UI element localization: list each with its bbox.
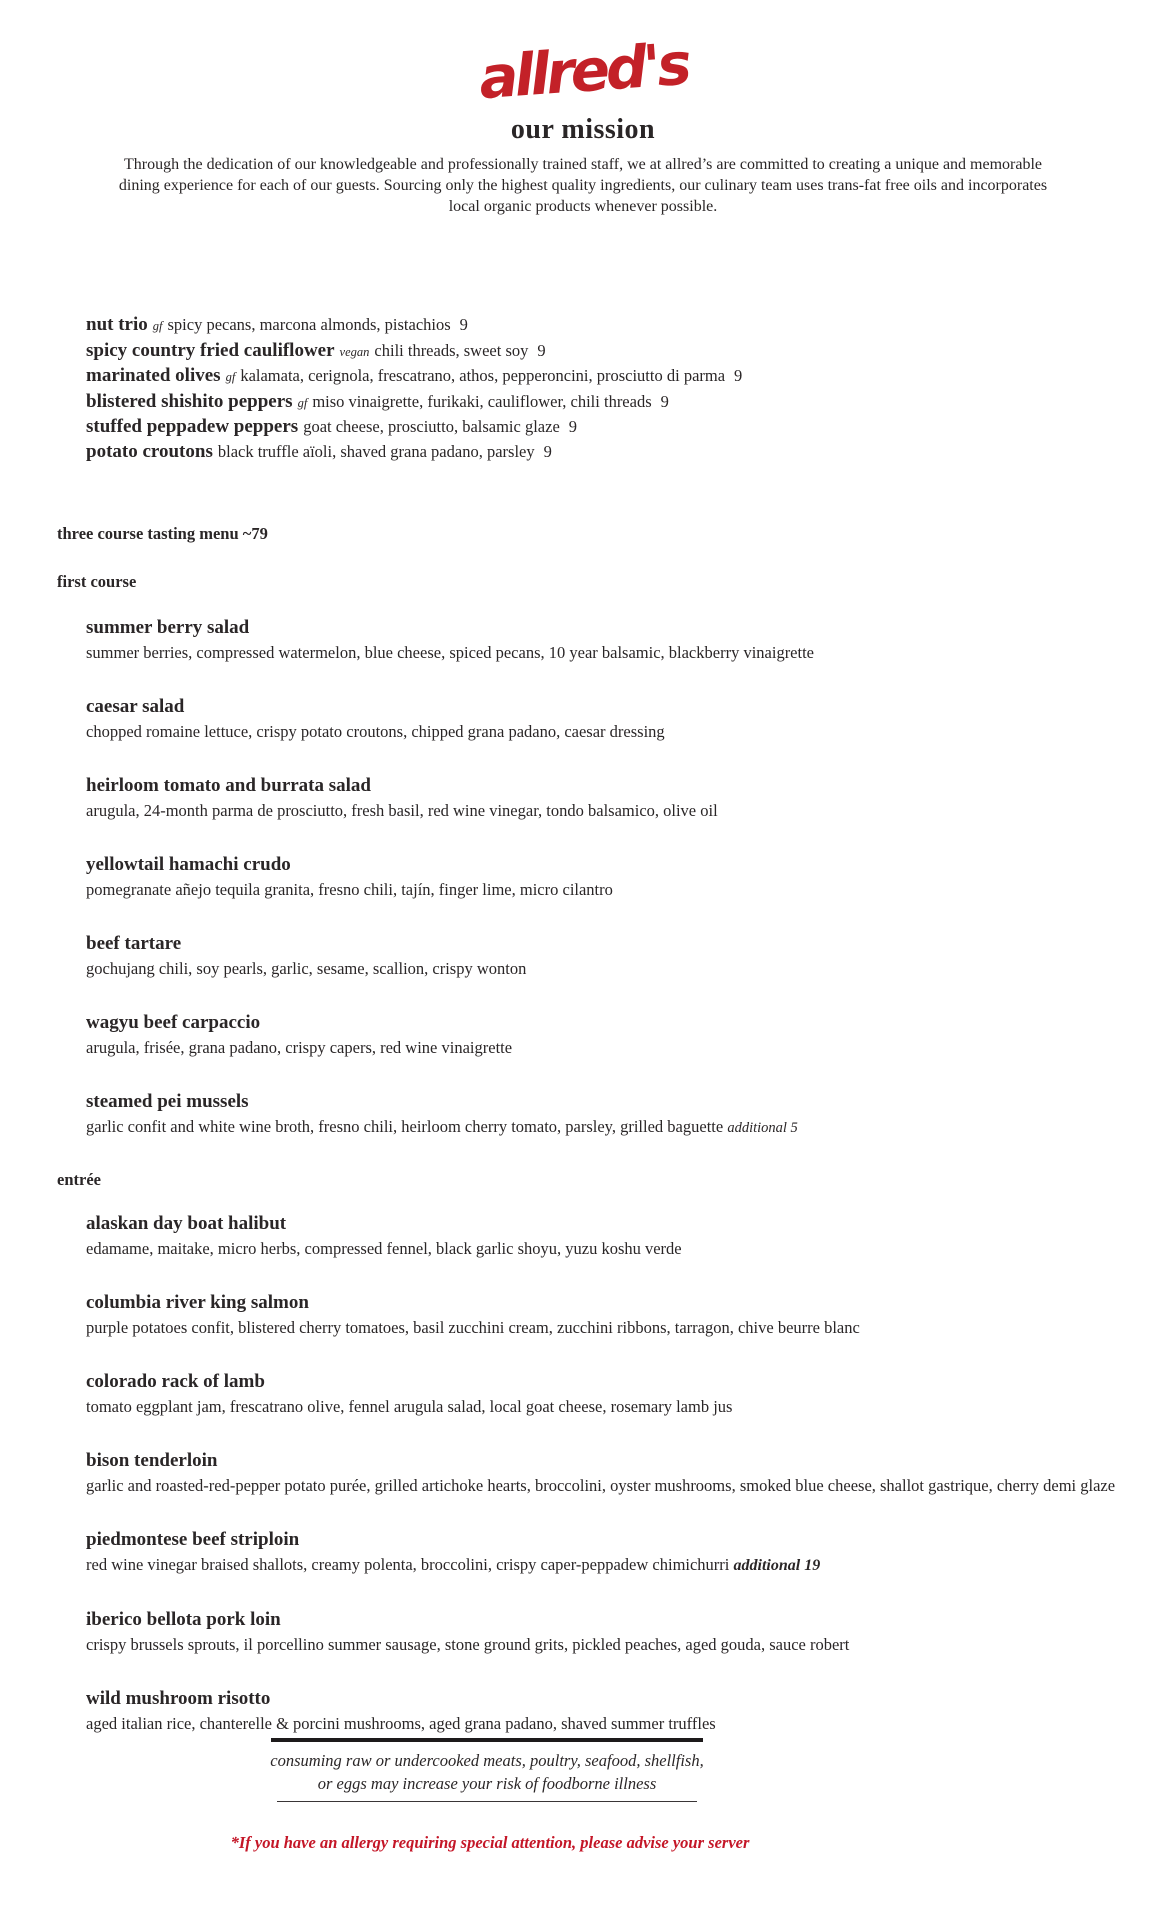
mission-statement: Through the dedication of our knowledgeable and professionally trained staff, we at allred’s are committed to creating a unique and memorable dining experience for each of our guests. Sourcing only the highest quality ingredients, our culinary team uses trans-fat free oils and incorporates local organic products whenever possible. <box>118 156 1048 215</box>
item-price: 9 <box>459 315 468 334</box>
course-item <box>86 1291 1146 1339</box>
item-description-text: garlic confit and white wine broth, fresno chili, heirloom cherry tomato, parsley, grilled baguette <box>86 1117 724 1136</box>
course-item <box>86 1687 1146 1735</box>
item-name: alaskan day boat halibut <box>86 1213 287 1234</box>
course-item <box>86 1449 1146 1497</box>
appetizer-item <box>86 440 1166 465</box>
item-name: steamed pei mussels <box>86 1091 249 1112</box>
item-description: miso vinaigrette, furikaki, cauliflower, chili threads <box>312 391 652 411</box>
item-price: 9 <box>568 417 578 436</box>
course-item <box>86 932 1146 980</box>
disclaimer-line-1: consuming raw or undercooked meats, poultry, seafood, shellfish, <box>270 1751 704 1770</box>
item-name: summer berry salad <box>86 617 250 638</box>
divider-thin <box>277 1801 697 1802</box>
item-name: bison tenderloin <box>86 1450 218 1471</box>
course-item <box>86 1370 1146 1418</box>
mission-title: our mission <box>510 114 656 145</box>
item-name: columbia river king salmon <box>86 1292 309 1313</box>
item-name: heirloom tomato and burrata salad <box>86 775 371 796</box>
item-name: stuffed peppadew peppers <box>86 416 299 437</box>
item-description: purple potatoes confit, blistered cherry tomatoes, basil zucchini cream, zucchini ribbons, tarragon, chive beurre blanc <box>86 1318 860 1337</box>
course-item <box>86 695 1146 743</box>
item-name: wagyu beef carpaccio <box>86 1012 261 1033</box>
item-description <box>86 1116 1146 1139</box>
divider-thick <box>271 1738 703 1742</box>
logo-container <box>0 0 1166 113</box>
appetizer-item <box>86 339 1166 365</box>
first-course-list <box>86 616 1146 1139</box>
item-name: beef tartare <box>86 933 182 954</box>
item-price: 9 <box>537 340 546 360</box>
course-item <box>86 1608 1146 1656</box>
item-description: summer berries, compressed watermelon, blue cheese, spiced pecans, 10 year balsamic, blackberry vinaigrette <box>86 643 814 662</box>
item-name: marinated olives <box>86 365 221 386</box>
disclaimer-line-2: or eggs may increase your risk of foodborne illness <box>317 1774 657 1793</box>
item-surcharge-note: additional 5 <box>727 1120 798 1136</box>
item-name: yellowtail hamachi crudo <box>86 854 291 875</box>
item-description: chili threads, sweet soy <box>374 340 529 360</box>
tasting-menu-label: three course tasting menu ~79 <box>57 524 268 543</box>
restaurant-logo: allred's <box>476 29 690 113</box>
item-description: chopped romaine lettuce, crispy potato croutons, chipped grana padano, caesar dressing <box>86 722 665 741</box>
item-description-text: red wine vinegar braised shallots, creamy polenta, broccolini, crispy caper-peppadew chimichurri <box>86 1555 730 1574</box>
course-item <box>86 616 1146 664</box>
item-name: blistered shishito peppers <box>86 390 293 412</box>
item-description: pomegranate añejo tequila granita, fresno chili, tajín, finger lime, micro cilantro <box>86 880 613 899</box>
item-name: nut trio <box>86 314 148 335</box>
appetizer-item <box>86 415 1166 440</box>
diet-tag: gf <box>152 319 163 333</box>
item-description: spicy pecans, marcona almonds, pistachios <box>167 315 451 334</box>
item-price: 9 <box>660 391 669 411</box>
course-item <box>86 1090 1146 1139</box>
item-description: aged italian rice, chanterelle & porcini mushrooms, aged grana padano, shaved summer truffles <box>86 1714 716 1733</box>
diet-tag: gf <box>297 395 308 410</box>
item-price: 9 <box>734 366 743 385</box>
footer-disclaimer-block <box>262 1738 712 1802</box>
item-name: caesar salad <box>86 696 185 717</box>
item-price: 9 <box>543 441 552 461</box>
item-description: garlic and roasted-red-pepper potato purée, grilled artichoke hearts, broccolini, oyster mushrooms, smoked blue cheese, shallot gastrique, cherry demi glaze <box>86 1476 1116 1495</box>
item-description: goat cheese, prosciutto, balsamic glaze <box>303 417 560 436</box>
item-name: spicy country fried cauliflower <box>86 339 335 361</box>
item-name: wild mushroom risotto <box>86 1688 271 1709</box>
item-description: black truffle aïoli, shaved grana padano, parsley <box>217 441 535 461</box>
item-name: iberico bellota pork loin <box>86 1609 281 1630</box>
entree-list <box>86 1212 1146 1735</box>
item-name: colorado rack of lamb <box>86 1371 265 1392</box>
diet-tag: vegan <box>339 344 370 359</box>
appetizer-item <box>86 313 1166 339</box>
course-item <box>86 1528 1146 1577</box>
item-description: arugula, frisée, grana padano, crispy capers, red wine vinaigrette <box>86 1038 513 1057</box>
item-description: kalamata, cerignola, frescatrano, athos, pepperoncini, prosciutto di parma <box>240 366 726 385</box>
item-description <box>86 1554 1146 1577</box>
course-item <box>86 1011 1146 1059</box>
diet-tag: gf <box>225 370 236 384</box>
appetizer-item <box>86 390 1166 416</box>
appetizer-list <box>86 313 1166 464</box>
entree-heading: entrée <box>57 1170 101 1189</box>
first-course-heading: first course <box>57 572 137 591</box>
appetizer-item <box>86 364 1166 390</box>
item-name: potato croutons <box>86 440 213 462</box>
course-item <box>86 1212 1146 1260</box>
item-description: tomato eggplant jam, frescatrano olive, fennel arugula salad, local goat cheese, rosemary lamb jus <box>86 1397 733 1416</box>
course-item <box>86 853 1146 901</box>
allergy-notice: *If you have an allergy requiring special attention, please advise your server <box>230 1833 750 1852</box>
item-surcharge-note: additional 19 <box>733 1557 821 1574</box>
item-description: crispy brussels sprouts, il porcellino summer sausage, stone ground grits, pickled peaches, aged gouda, sauce robert <box>86 1635 850 1654</box>
item-description: edamame, maitake, micro herbs, compressed fennel, black garlic shoyu, yuzu koshu verde <box>86 1239 682 1258</box>
item-description: gochujang chili, soy pearls, garlic, sesame, scallion, crispy wonton <box>86 959 527 978</box>
item-description: arugula, 24-month parma de prosciutto, fresh basil, red wine vinegar, tondo balsamico, olive oil <box>86 801 718 820</box>
item-name: piedmontese beef striploin <box>86 1529 300 1550</box>
course-item <box>86 774 1146 822</box>
